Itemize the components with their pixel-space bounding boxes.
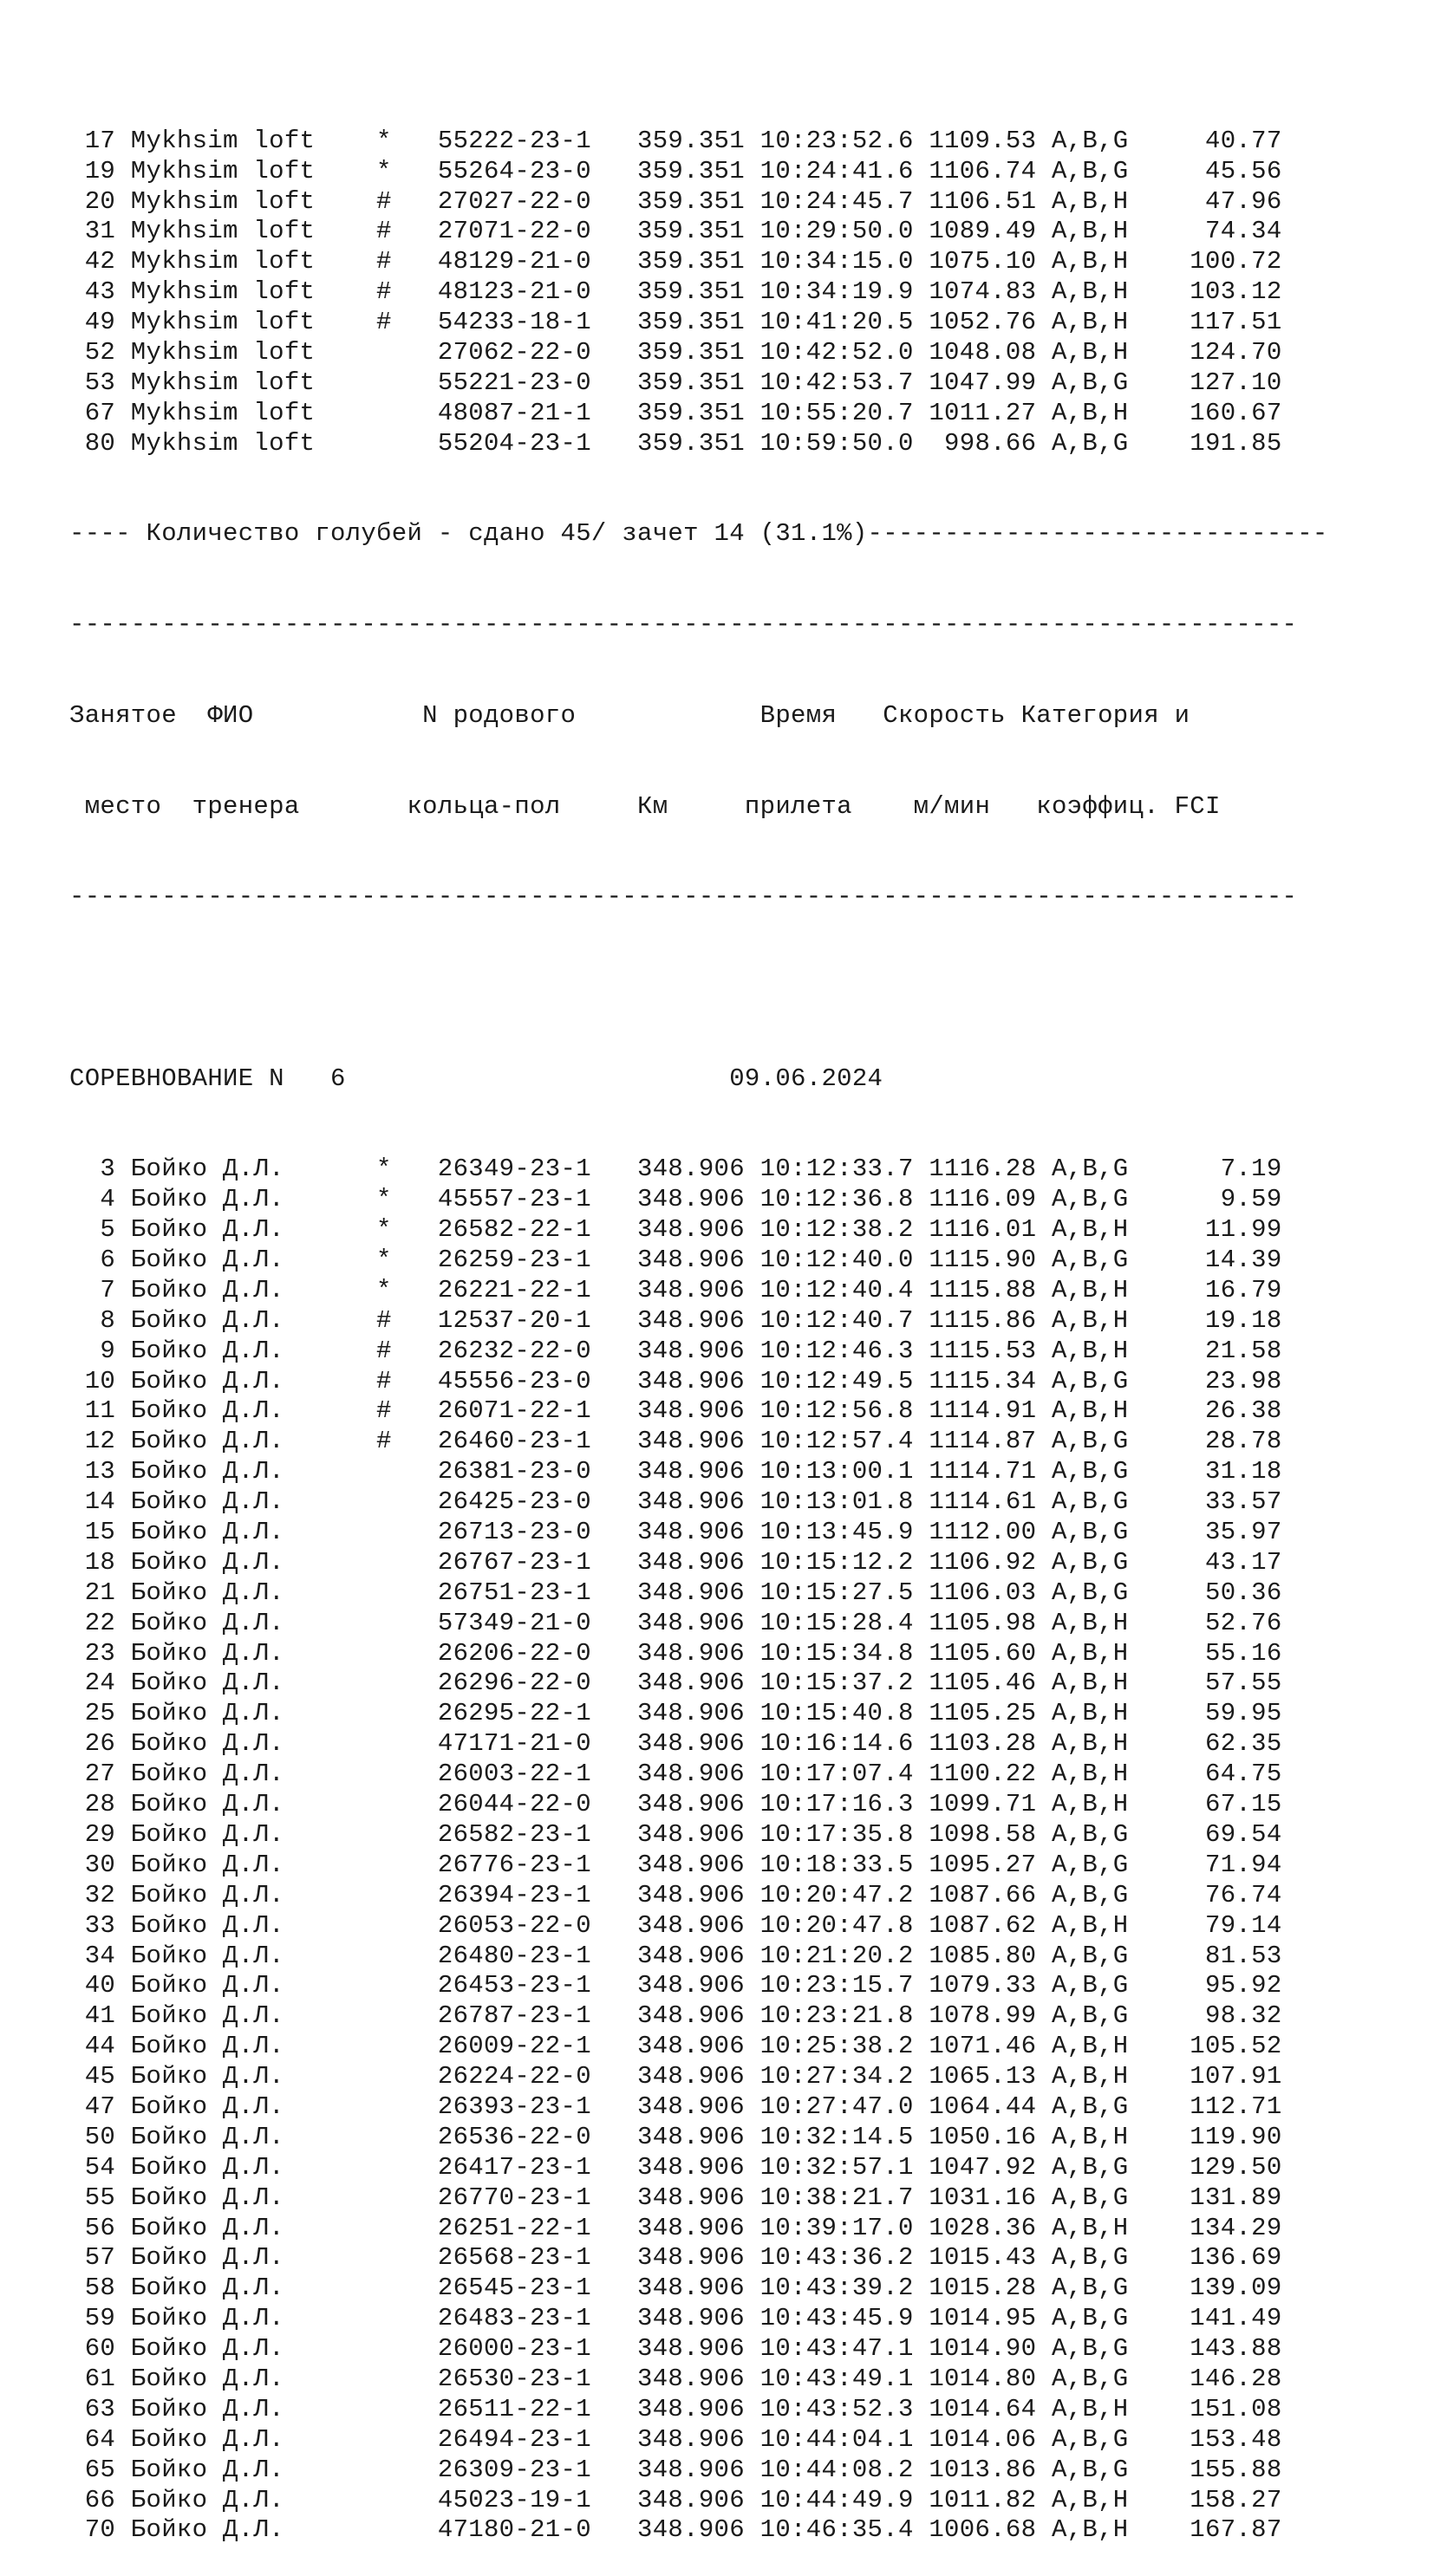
result-row: 26 Бойко Д.Л. 47171-21-0 348.906 10:16:14.6 1103.28 A,B,H 62.35 <box>69 1729 1282 1759</box>
result-row: 34 Бойко Д.Л. 26480-23-1 348.906 10:21:20.2 1085.80 A,B,G 81.53 <box>69 1941 1282 1970</box>
result-row: 28 Бойко Д.Л. 26044-22-0 348.906 10:17:16.3 1099.71 A,B,H 67.15 <box>69 1790 1282 1819</box>
results-document <box>69 66 1328 2576</box>
result-row: 67 Mykhsim loft 48087-21-1 359.351 10:55:20.7 1011.27 A,B,H 160.67 <box>69 398 1282 427</box>
competition-heading: СОРЕВНОВАНИЕ N 6 09.06.2024 <box>69 1064 883 1093</box>
result-row: 10 Бойко Д.Л. # 45556-23-0 348.906 10:12:49.5 1115.34 A,B,G 23.98 <box>69 1366 1282 1395</box>
result-row: 25 Бойко Д.Л. 26295-22-1 348.906 10:15:40.8 1105.25 A,B,H 59.95 <box>69 1699 1282 1728</box>
result-row: 49 Mykhsim loft # 54233-18-1 359.351 10:41:20.5 1052.76 A,B,H 117.51 <box>69 308 1282 337</box>
result-row: 64 Бойко Д.Л. 26494-23-1 348.906 10:44:04.1 1014.06 A,B,G 153.48 <box>69 2424 1282 2454</box>
rule-bottom: -------------------------------------------------------------------------------- <box>69 882 1298 912</box>
result-row: 45 Бойко Д.Л. 26224-22-0 348.906 10:27:34.2 1065.13 A,B,H 107.91 <box>69 2062 1282 2091</box>
column-header-line-2: место тренера кольца-пол Км прилета м/мин коэффиц. FCI <box>69 791 1221 821</box>
result-row: 40 Бойко Д.Л. 26453-23-1 348.906 10:23:15.7 1079.33 A,B,G 95.92 <box>69 1971 1282 2000</box>
result-row: 59 Бойко Д.Л. 26483-23-1 348.906 10:43:45.9 1014.95 A,B,G 141.49 <box>69 2304 1282 2333</box>
result-row: 70 Бойко Д.Л. 47180-21-0 348.906 10:46:35.4 1006.68 A,B,H 167.87 <box>69 2515 1282 2545</box>
result-row: 6 Бойко Д.Л. * 26259-23-1 348.906 10:12:40.0 1115.90 A,B,G 14.39 <box>69 1246 1282 1275</box>
result-row: 12 Бойко Д.Л. # 26460-23-1 348.906 10:12:57.4 1114.87 A,B,G 28.78 <box>69 1427 1282 1456</box>
result-row: 24 Бойко Д.Л. 26296-22-0 348.906 10:15:37.2 1105.46 A,B,H 57.55 <box>69 1669 1282 1698</box>
result-row: 52 Mykhsim loft 27062-22-0 359.351 10:42:52.0 1048.08 A,B,H 124.70 <box>69 338 1282 368</box>
result-row: 15 Бойко Д.Л. 26713-23-0 348.906 10:13:45.9 1112.00 A,B,G 35.97 <box>69 1518 1282 1547</box>
result-row: 41 Бойко Д.Л. 26787-23-1 348.906 10:23:21.8 1078.99 A,B,G 98.32 <box>69 2001 1282 2031</box>
result-row: 5 Бойко Д.Л. * 26582-22-1 348.906 10:12:38.2 1116.01 A,B,H 11.99 <box>69 1215 1282 1245</box>
result-row: 19 Mykhsim loft * 55264-23-0 359.351 10:24:41.6 1106.74 A,B,G 45.56 <box>69 156 1282 185</box>
result-row: 42 Mykhsim loft # 48129-21-0 359.351 10:34:15.0 1075.10 A,B,H 100.72 <box>69 247 1282 276</box>
result-row: 29 Бойко Д.Л. 26582-23-1 348.906 10:17:35.8 1098.58 A,B,G 69.54 <box>69 1819 1282 1849</box>
result-row: 44 Бойко Д.Л. 26009-22-1 348.906 10:25:38.2 1071.46 A,B,H 105.52 <box>69 2032 1282 2061</box>
result-row: 43 Mykhsim loft # 48123-21-0 359.351 10:34:19.9 1074.83 A,B,H 103.12 <box>69 277 1282 307</box>
result-row: 21 Бойко Д.Л. 26751-23-1 348.906 10:15:27.5 1106.03 A,B,G 50.36 <box>69 1577 1282 1607</box>
result-row: 9 Бойко Д.Л. # 26232-22-0 348.906 10:12:46.3 1115.53 A,B,H 21.58 <box>69 1336 1282 1365</box>
result-row: 22 Бойко Д.Л. 57349-21-0 348.906 10:15:28.4 1105.98 A,B,H 52.76 <box>69 1608 1282 1637</box>
result-row: 61 Бойко Д.Л. 26530-23-1 348.906 10:43:49.1 1014.80 A,B,G 146.28 <box>69 2364 1282 2393</box>
result-row: 57 Бойко Д.Л. 26568-23-1 348.906 10:43:36.2 1015.43 A,B,G 136.69 <box>69 2243 1282 2273</box>
result-row: 3 Бойко Д.Л. * 26349-23-1 348.906 10:12:33.7 1116.28 A,B,G 7.19 <box>69 1155 1282 1184</box>
result-row: 23 Бойко Д.Л. 26206-22-0 348.906 10:15:34.8 1105.60 A,B,H 55.16 <box>69 1638 1282 1668</box>
blank-line <box>69 973 1328 1004</box>
result-row: 14 Бойко Д.Л. 26425-23-0 348.906 10:13:01.8 1114.61 A,B,G 33.57 <box>69 1487 1282 1517</box>
result-row: 58 Бойко Д.Л. 26545-23-1 348.906 10:43:39.2 1015.28 A,B,G 139.09 <box>69 2274 1282 2303</box>
result-row: 31 Mykhsim loft # 27071-22-0 359.351 10:29:50.0 1089.49 A,B,H 74.34 <box>69 217 1282 246</box>
result-row: 50 Бойко Д.Л. 26536-22-0 348.906 10:32:14.5 1050.16 A,B,H 119.90 <box>69 2122 1282 2151</box>
result-row: 65 Бойко Д.Л. 26309-23-1 348.906 10:44:08.2 1013.86 A,B,G 155.88 <box>69 2455 1282 2484</box>
result-row: 20 Mykhsim loft # 27027-22-0 359.351 10:24:45.7 1106.51 A,B,H 47.96 <box>69 186 1282 216</box>
result-row: 56 Бойко Д.Л. 26251-22-1 348.906 10:39:17.0 1028.36 A,B,H 134.29 <box>69 2213 1282 2242</box>
result-row: 60 Бойко Д.Л. 26000-23-1 348.906 10:43:47.1 1014.90 A,B,G 143.88 <box>69 2334 1282 2364</box>
column-header-line-1: Занятое ФИО N родового Время Скорость Категория и <box>69 700 1190 730</box>
result-row: 27 Бойко Д.Л. 26003-22-1 348.906 10:17:07.4 1100.22 A,B,H 64.75 <box>69 1760 1282 1789</box>
result-row: 4 Бойко Д.Л. * 45557-23-1 348.906 10:12:36.8 1116.09 A,B,G 9.59 <box>69 1185 1282 1214</box>
result-row: 30 Бойко Д.Л. 26776-23-1 348.906 10:18:33.5 1095.27 A,B,G 71.94 <box>69 1850 1282 1879</box>
result-row: 7 Бойко Д.Л. * 26221-22-1 348.906 10:12:40.4 1115.88 A,B,H 16.79 <box>69 1275 1282 1304</box>
result-row: 32 Бойко Д.Л. 26394-23-1 348.906 10:20:47.2 1087.66 A,B,G 76.74 <box>69 1880 1282 1909</box>
result-row: 66 Бойко Д.Л. 45023-19-1 348.906 10:44:49.9 1011.82 A,B,H 158.27 <box>69 2485 1282 2514</box>
result-row: 47 Бойко Д.Л. 26393-23-1 348.906 10:27:47.0 1064.44 A,B,G 112.71 <box>69 2091 1282 2121</box>
result-row: 54 Бойко Д.Л. 26417-23-1 348.906 10:32:57.1 1047.92 A,B,G 129.50 <box>69 2152 1282 2182</box>
result-row: 55 Бойко Д.Л. 26770-23-1 348.906 10:38:21.7 1031.16 A,B,G 131.89 <box>69 2182 1282 2212</box>
result-row: 53 Mykhsim loft 55221-23-0 359.351 10:42:53.7 1047.99 A,B,G 127.10 <box>69 368 1282 397</box>
result-row: 63 Бойко Д.Л. 26511-22-1 348.906 10:43:52.3 1014.64 A,B,H 151.08 <box>69 2394 1282 2423</box>
result-row: 13 Бойко Д.Л. 26381-23-0 348.906 10:13:00.1 1114.71 A,B,G 31.18 <box>69 1457 1282 1486</box>
results-section-mykhsim <box>69 127 1328 459</box>
result-row: 18 Бойко Д.Л. 26767-23-1 348.906 10:15:12.2 1106.92 A,B,G 43.17 <box>69 1547 1282 1577</box>
summary-line: ---- Количество голубей - сдано 45/ зачет 14 (31.1%)------------------------------ <box>69 519 1328 549</box>
result-row: 33 Бойко Д.Л. 26053-22-0 348.906 10:20:47.8 1087.62 A,B,H 79.14 <box>69 1910 1282 1940</box>
result-row: 80 Mykhsim loft 55204-23-1 359.351 10:59:50.0 998.66 A,B,G 191.85 <box>69 428 1282 458</box>
rule-top: -------------------------------------------------------------------------------- <box>69 610 1298 640</box>
results-section-boyko <box>69 1155 1328 2546</box>
result-row: 11 Бойко Д.Л. # 26071-22-1 348.906 10:12:56.8 1114.91 A,B,H 26.38 <box>69 1396 1282 1426</box>
result-row: 17 Mykhsim loft * 55222-23-1 359.351 10:23:52.6 1109.53 A,B,G 40.77 <box>69 126 1282 155</box>
result-row: 8 Бойко Д.Л. # 12537-20-1 348.906 10:12:40.7 1115.86 A,B,H 19.18 <box>69 1305 1282 1335</box>
